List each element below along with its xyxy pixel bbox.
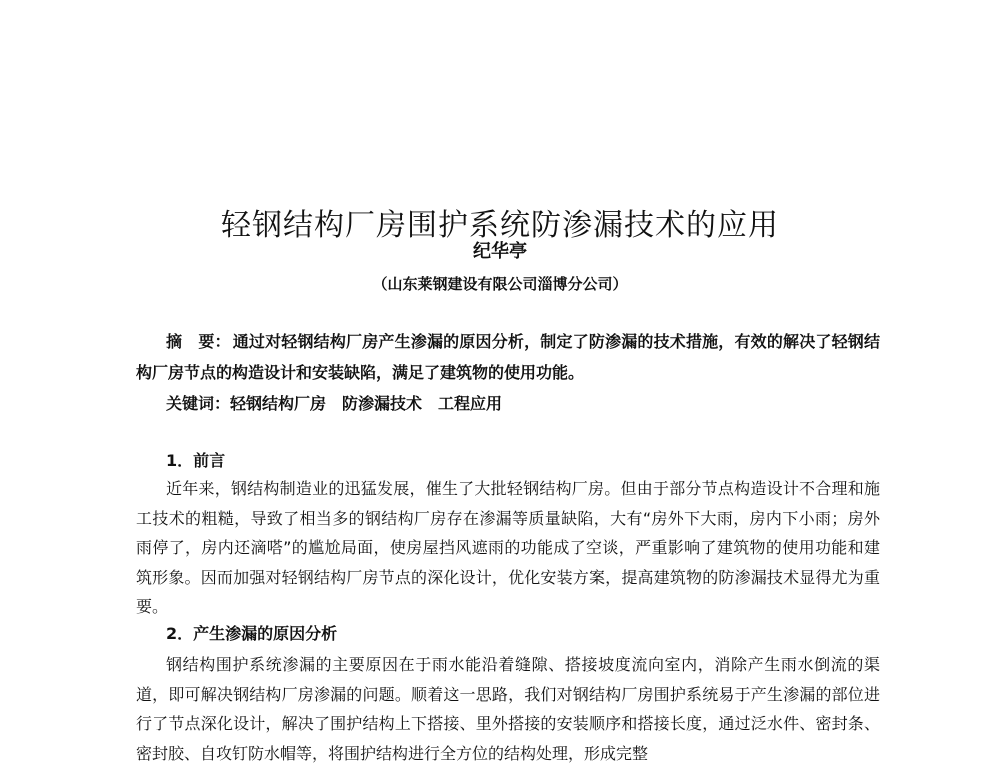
abstract-text: 通过对轻钢结构厂房产生渗漏的原因分析，制定了防渗漏的技术措施，有效的解决了轻钢结构厂房节点的构造设计和安装缺陷，满足了建筑物的使用功能。 xyxy=(136,332,880,382)
keywords xyxy=(166,388,880,419)
abstract-label: 摘 要： xyxy=(166,332,231,351)
author-name: 纪华亭 xyxy=(473,241,527,262)
author-affiliation: （山东莱钢建设有限公司淄博分公司） xyxy=(372,275,628,293)
keywords-text: 轻钢结构厂房 防渗漏技术 工程应用 xyxy=(230,394,503,413)
paper-title: 轻钢结构厂房围护系统防渗漏技术的应用 xyxy=(221,208,779,244)
section-heading-introduction: 1．前言 xyxy=(166,451,226,470)
section-heading-cause-analysis: 2．产生渗漏的原因分析 xyxy=(166,624,338,643)
section-text-introduction: 近年来，钢结构制造业的迅猛发展，催生了大批轻钢结构厂房。但由于部分节点构造设计不合理和施工技术的粗糙，导致了相当多的钢结构厂房存在渗漏等质量缺陷，大有“房外下大雨，房内下小雨；房外雨停了，房内还滴嗒”的尴尬局面，使房屋挡风遮雨的功能成了空谈，严重影响了建筑物的使用功能和建筑形象。因而加强对轻钢结构厂房节点的深化设计，优化安装方案，提高建筑物的防渗漏技术显得尤为重要。 xyxy=(136,479,880,617)
abstract xyxy=(136,326,880,388)
section-text-cause-analysis: 钢结构围护系统渗漏的主要原因在于雨水能沿着缝隙、搭接坡度流向室内，消除产生雨水倒流的渠道，即可解决钢结构厂房渗漏的问题。顺着这一思路，我们对钢结构厂房围护系统易于产生渗漏的部位进行了节点深化设计，解决了围护结构上下搭接、里外搭接的安装顺序和搭接长度，通过泛水件、密封条、密封胶、自攻钉防水帽等，将围护结构进行全方位的结构处理，形成完整 xyxy=(136,655,880,763)
keywords-label: 关键词： xyxy=(166,394,231,413)
